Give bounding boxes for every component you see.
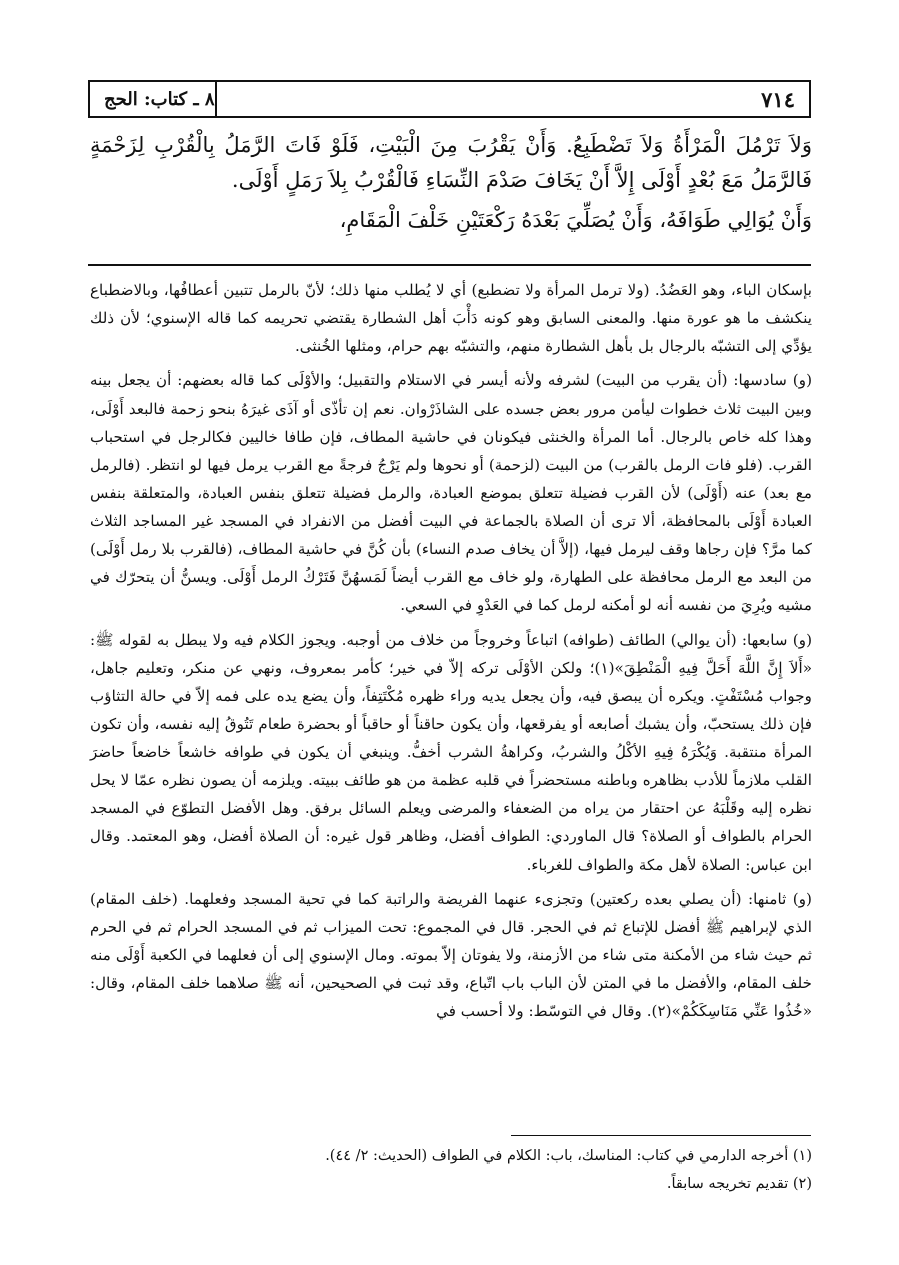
commentary-paragraph: (و) سابعها: (أن يوالي) الطائف (طوافه) اتباعاً وخروجاً من خلاف من أوجبه. ويجوز الكلام فيه ولا يبطل به لقوله ﷺ: «أَلاَ إِنَّ اللَّهَ أَحَلَّ فِيهِ الْمَنْطِقَ»(١)؛ ولكن الأوْلَى تركه إلاّ في خير؛ كأمر بمعروف، ونهي عن منكر، وتعليم جاهل، وجواب مُسْتَفْتٍ. ويكره أن يبصق فيه، وأن يجعل يديه وراء ظهره مُكْتَتِفاً، وأن يضع يده على فمه إلاّ في حالة التثاؤب فإن ذلك يستحبّ، وأن يشبك أصابعه أو يفرقعها، وأن يكون حاقناً أو حاقباً أو بحضرة طعام تَتُوقُ إليه نفسه، وأن تكون المرأة منتقبة. وَيُكْرَهُ فِيهِ الأكْلُ والشربُ، وكراهةُ الشرب أخفُّ. وينبغي أن يكون في طوافه خاشعاً خاضعاً حاضرَ القلب ملازماً للأدب بظاهره وباطنه مستحضراً في قلبه عظمة من هو طائف ببيته. ويلزمه أن يصون نظره عمّا لا يحل نظره إليه وقَلْبَهُ عن احتقار من يراه من الضعفاء والمرضى ويعلم السائل برفق. وهل الأفضل التطوّع في المسجد الحرام بالطواف أو الصلاة؟ قال الماوردي: الطواف أفضل، وظاهر قول غيره: أن الصلاة أفضل، وهو المعتمد. وقال ابن عباس: الصلاة لأهل مكة والطواف للغرباء.	[90, 630, 812, 874]
main-text-line: وَلاَ تَرْمُلَ الْمَرْأَةُ وَلاَ تَضْطَبِعُ. وَأَنْ يَقْرُبَ مِنَ الْبَيْتِ، فَلَوْ فَاتَ الرَّمَلُ بِالْقُرْبِ لِزَحْمَةٍ فَالرَّمَلُ مَعَ بُعْدٍ أَوْلَى إِلاَّ أَنْ يَخَافَ صَدْمَ النِّسَاءِ فَالْقُرْبُ بِلاَ رَمَلٍ أَوْلَى.	[90, 133, 812, 192]
chapter-title: ٨ ـ كتاب: الحج	[90, 82, 217, 116]
commentary-paragraph: بإسكان الباء، وهو العَضُدُ. (ولا ترمل المرأة ولا تضطبع) أي لا يُطلب منها ذلك؛ لأنّ بالرمل تتبين أعطافُها، وبالاضطباع ينكشف ما هو عورة منها. والمعنى السابق وهو كونه دَأْبَ أهل الشطارة يقتضي تحريمه كما قاله الإسنوي؛ لأن ذلك يؤدِّي إلى التشبّه بالرجال بل بأهل الشطارة منهم، والتشبّه بهم حرام، ومثلها الخُنثى.	[90, 281, 812, 356]
text-divider	[88, 264, 811, 266]
page-header	[88, 80, 811, 118]
page-number: ٧١٤	[761, 86, 795, 112]
commentary-paragraph: (و) سادسها: (أن يقرب من البيت) لشرفه ولأنه أيسر في الاستلام والتقبيل؛ والأوْلَى كما قاله بعضهم: أن يجعل بينه وبين البيت ثلاث خطوات ليأمن مرور بعض جسده على الشاذَرْوان. نعم إن تأذّى أو آذَى غيرَهُ بنحو زحمة فالبعد أَوْلَى، وهذا كله خاص بالرجال. أما المرأة والخنثى فيكونان في حاشية المطاف، فإن طافا خاليين فكالرجل في استحباب القرب. (فلو فات الرمل بالقرب) من البيت (لزحمة) أو نحوها ولم يَرْجُ فرجةً مع القرب يرمل فيها لو انتظر. (فالرمل مع بعد) عنه (أَوْلَى) لأن القرب فضيلة تتعلق بموضع العبادة، والرمل فضيلة تتعلق بنفس العبادة، والمتعلقة بنفس العبادة أَوْلَى بالمحافظة، ألا ترى أن الصلاة بالجماعة في البيت أفضل من الانفراد في المسجد غير المساجد الثلاث كما مرَّ؟ فإن رجاها وقف ليرمل فيها، (إلاَّ أن يخاف صدم النساء) بأن كُنَّ في حاشية المطاف، (فالقرب بلا رمل أَوْلَى) من البعد مع الرمل محافظة على الطهارة، ولو خاف مع القرب أيضاً لَمَسهُنَّ فَتَرْكُ الرمل أَوْلَى. ويسنُّ أن يتحرّك في مشيه ويُرِيَ من نفسه أنه لو أمكنه لرمل كما في العَدْوِ في السعي.	[90, 371, 812, 615]
main-text	[90, 128, 812, 238]
footnotes	[90, 1143, 812, 1198]
footnote-divider	[511, 1135, 811, 1136]
footnote: (٢) تقديم تخريجه سابقاً.	[666, 1175, 812, 1192]
footnote: (١) أخرجه الدارمي في كتاب: المناسك، باب: الكلام في الطواف (الحديث: ٢/ ٤٤).	[325, 1148, 812, 1164]
commentary-paragraph: (و) ثامنها: (أن يصلي بعده ركعتين) وتجزىء عنهما الفريضة والراتبة كما في تحية المسجد وفعلهما. (خلف المقام) الذي لإبراهيم ﷺ أفضل للإتباع ثم في الحجر. قال في المجموع: تحت الميزاب ثم في المسجد الحرام ثم في الحرم ثم حيث شاء من الأمكنة متى شاء من الأزمنة، ولا يفوتان إلاّ بموته. ومال الإسنوي إلى أن فعلهما في الكعبة أَوْلَى منه خلف المقام، والأفضل ما في المتن لأن الباب باب اتّباع، وقد ثبت في الصحيحين، أنه ﷺ صلاهما خلف المقام، وقال: «خُذُوا عَنِّي مَنَاسِكَكُمْ»(٢). وقال في التوسّط: ولا أحسب في	[90, 889, 812, 1021]
commentary	[90, 276, 812, 1031]
main-text-line: وَأَنْ يُوَالِي طَوَافَهُ، وَأَنْ يُصَلِّيَ بَعْدَهُ رَكْعَتَيْنِ خَلْفَ الْمَقَامِ،	[339, 208, 812, 233]
